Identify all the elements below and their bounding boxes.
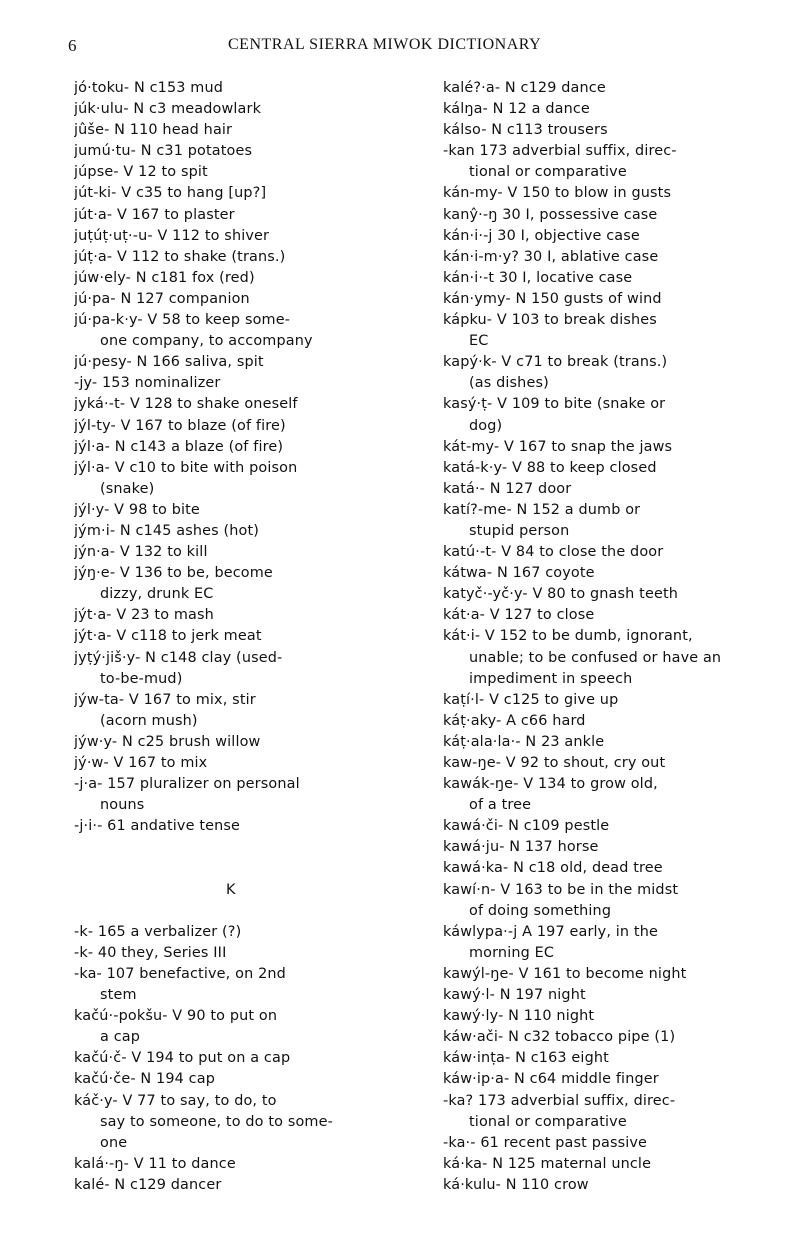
entry-line: kačú·če- N 194 cap (74, 1071, 215, 1088)
entry-line: kawý·l- N 197 night (443, 987, 586, 1004)
entry-line: kátwa- N 167 coyote (443, 565, 595, 582)
entry-continuation: unable; to be confused or have an (469, 649, 722, 666)
entry-line: -ka·- 61 recent past passive (443, 1134, 648, 1151)
entry-line: kán·ymy- N 150 gusts of wind (443, 290, 662, 307)
entry-line: jumú·tu- N c31 potatoes (74, 143, 253, 160)
entry-line: kačú·č- V 194 to put on a cap (74, 1050, 291, 1067)
entry-line: jým·i- N c145 ashes (hot) (74, 522, 260, 539)
entry-line: jýl·a- N c143 a blaze (of fire) (74, 438, 284, 455)
entry-line: -kan 173 adverbial suffix, direc- (443, 143, 677, 160)
entry-line: kačú·-pokšu- V 90 to put on (74, 1008, 278, 1025)
entry-line: kasý·ṭ- V 109 to bite (snake or (443, 396, 666, 413)
entry-continuation: impediment in speech (469, 670, 633, 687)
entry-continuation: tional or comparative (469, 1113, 627, 1130)
entry-line: -ka? 173 adverbial suffix, direc- (443, 1092, 676, 1109)
entry-line: juṭúṭ·uṭ·-u- V 112 to shiver (74, 227, 270, 244)
entry-continuation: tional or comparative (469, 164, 627, 181)
entry-line: kawý·ly- N 110 night (443, 1008, 595, 1025)
entry-line: kawá·ka- N c18 old, dead tree (443, 860, 663, 877)
page-title: CENTRAL SIERRA MIWOK DICTIONARY (228, 36, 542, 53)
entry-line: jýl·y- V 98 to bite (74, 501, 200, 518)
entry-line: jý·w- V 167 to mix (74, 755, 208, 771)
entry-line: jú·pa- N 127 companion (74, 290, 250, 307)
entry-line: -jy- 153 nominalizer (74, 375, 221, 392)
entry-line: kálso- N c113 trousers (443, 122, 608, 139)
entry-line: katú·-t- V 84 to close the door (443, 544, 664, 561)
right-column (443, 78, 805, 1196)
entry-continuation: dog) (469, 417, 503, 434)
entry-line: kalé- N c129 dancer (74, 1176, 222, 1193)
entry-line: kán·i·-j 30 I, objective case (443, 227, 640, 244)
entry-line: jýl-ty- V 167 to blaze (of fire) (74, 417, 286, 434)
page-number: 6 (68, 36, 77, 55)
entry-line: káw·inṭa- N c163 eight (443, 1050, 609, 1067)
entry-line: kán-my- V 150 to blow in gusts (443, 185, 672, 202)
entry-line: jó·toku- N c153 mud (74, 80, 224, 96)
entry-continuation: stupid person (469, 522, 570, 539)
entry-line: kawá·či- N c109 pestle (443, 818, 610, 835)
entry-line: kawýl-ŋe- V 161 to become night (443, 965, 687, 982)
left-column (74, 78, 424, 1196)
entry-line: jýn·a- V 132 to kill (74, 544, 208, 561)
entry-continuation: a cap (100, 1029, 141, 1046)
entry-line: jýl·a- V c10 to bite with poison (74, 459, 298, 476)
entry-line: -ka- 107 benefactive, on 2nd (74, 965, 286, 982)
entry-continuation: to-be-mud) (100, 670, 183, 687)
entry-continuation: nouns (100, 797, 145, 814)
entry-line: kát·i- V 152 to be dumb, ignorant, (443, 628, 693, 645)
entry-line: káw·ači- N c32 tobacco pipe (1) (443, 1029, 676, 1046)
entry-continuation: say to someone, to do to some- (100, 1113, 333, 1130)
entry-line: kanŷ·-ŋ 30 I, possessive case (443, 206, 658, 223)
entry-line: -j·a- 157 pluralizer on personal (74, 776, 300, 793)
entry-line: jút·a- V 167 to plaster (74, 206, 235, 223)
entry-line: ká·ka- N 125 maternal uncle (443, 1155, 652, 1172)
entry-continuation: EC (469, 333, 489, 350)
entry-line: kapý·k- V c71 to break (trans.) (443, 354, 668, 371)
blank-line (74, 837, 424, 858)
entry-line: jýŋ·e- V 136 to be, become (74, 565, 273, 582)
entry-line: káw·ip·a- N c64 middle finger (443, 1071, 659, 1088)
entry-line: jûše- N 110 head hair (74, 122, 233, 139)
entry-line: jú·pa-k·y- V 58 to keep some- (74, 312, 291, 329)
entry-continuation: of a tree (469, 797, 532, 814)
entry-line: kát-my- V 167 to snap the jaws (443, 438, 673, 455)
blank-line (74, 901, 424, 922)
entry-line: katá·- N 127 door (443, 480, 572, 497)
entry-continuation: (snake) (100, 480, 155, 497)
entry-line: kaw-ŋe- V 92 to shout, cry out (443, 755, 666, 771)
entry-line: jýw-ta- V 167 to mix, stir (74, 691, 256, 708)
entry-continuation: (as dishes) (469, 375, 549, 392)
entry-continuation: dizzy, drunk EC (100, 586, 214, 603)
entry-line: kaṭí·l- V c125 to give up (443, 691, 619, 708)
entry-line: káṭ·ala·la·- N 23 ankle (443, 733, 605, 750)
entry-continuation: (acorn mush) (100, 712, 198, 729)
entry-line: -j·i·- 61 andative tense (74, 818, 241, 835)
entry-line: jýt·a- V c118 to jerk meat (74, 628, 262, 645)
entry-line: kalá·-ŋ- V 11 to dance (74, 1155, 236, 1172)
entry-line: kawák-ŋe- V 134 to grow old, (443, 776, 658, 793)
entry-line: jýt·a- V 23 to mash (74, 607, 214, 624)
entry-continuation: stem (100, 987, 137, 1004)
entry-continuation: one company, to accompany (100, 333, 313, 350)
entry-line: kát·a- V 127 to close (443, 607, 595, 624)
entry-line: jú·pesy- N 166 saliva, spit (74, 354, 264, 371)
entry-line: káč·y- V 77 to say, to do, to (74, 1092, 277, 1109)
entry-line: ká·kulu- N 110 crow (443, 1176, 589, 1193)
entry-line: kán·i-m·y? 30 I, ablative case (443, 248, 659, 265)
entry-line: kálŋa- N 12 a dance (443, 101, 590, 118)
entry-line: katá-k·y- V 88 to keep closed (443, 459, 657, 476)
entry-line: jút-ki- V c35 to hang [up?] (74, 185, 267, 202)
entry-line: katyč·-yč·y- V 80 to gnash teeth (443, 586, 679, 603)
entry-line: káṭ·aky- A c66 hard (443, 712, 586, 729)
entry-continuation: of doing something (469, 902, 612, 919)
entry-line: katí?-me- N 152 a dumb or (443, 501, 641, 518)
entry-line: jýw·y- N c25 brush willow (74, 733, 261, 750)
entry-line: káwlypa·-j A 197 early, in the (443, 923, 658, 940)
entry-line: jyṭý·jiš·y- N c148 clay (used- (74, 649, 283, 666)
entry-line: kán·i·-t 30 I, locative case (443, 269, 633, 286)
entry-line: kápku- V 103 to break dishes (443, 312, 657, 329)
entry-continuation: one (100, 1134, 128, 1151)
entry-line: -k- 40 they, Series III (74, 944, 227, 961)
section-letter-heading: K (226, 881, 236, 898)
entry-line: kawá·ju- N 137 horse (443, 839, 599, 856)
entry-line: kalé?·a- N c129 dance (443, 80, 606, 96)
entry-line: kawí·n- V 163 to be in the midst (443, 881, 679, 898)
entry-line: júṭ·a- V 112 to shake (trans.) (74, 248, 286, 265)
entry-continuation: morning EC (469, 944, 555, 961)
entry-line: júk·ulu- N c3 meadowlark (74, 101, 262, 118)
entry-line: júw·ely- N c181 fox (red) (74, 269, 255, 286)
entry-line: -k- 165 a verbalizer (?) (74, 923, 242, 940)
entry-line: júpse- V 12 to spit (74, 164, 208, 181)
entry-line: jyká·-t- V 128 to shake oneself (74, 396, 298, 413)
blank-line (74, 858, 424, 879)
